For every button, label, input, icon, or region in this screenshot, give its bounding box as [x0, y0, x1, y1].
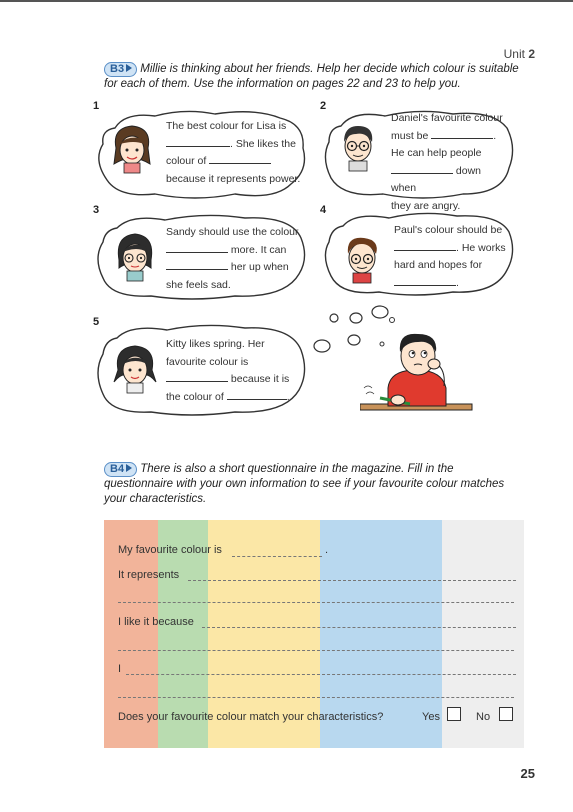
kitty-avatar [112, 342, 158, 399]
yes-label: Yes [422, 711, 440, 723]
item-1-text: The best colour for Lisa is . She likes the colour of because it represents power. [166, 120, 301, 185]
b4-instruction-line3: your characteristics. [104, 493, 207, 505]
item-2-blank-b[interactable] [391, 163, 453, 174]
q4-answer-line[interactable] [126, 674, 516, 675]
q2-answer-line-2[interactable] [118, 602, 514, 603]
item-4-number: 4 [320, 204, 327, 216]
q1-answer-line[interactable] [232, 556, 322, 557]
page-number: 25 [520, 766, 535, 781]
yes-checkbox[interactable] [447, 707, 461, 721]
item-1-blank-a[interactable] [166, 136, 230, 147]
item-5-blank-b[interactable] [227, 389, 287, 400]
b4-tag: B4 [104, 462, 137, 477]
item-1-blank-b[interactable] [209, 153, 271, 164]
b3-tag: B3 [104, 62, 137, 77]
item-5-number: 5 [93, 316, 100, 328]
no-label: No [476, 711, 491, 723]
no-checkbox[interactable] [499, 707, 513, 721]
item-3-number: 3 [93, 204, 100, 216]
thinking-boy-illustration [360, 328, 480, 423]
b3-instruction: B3 Millie is thinking about her friends. Help her decide which colour is suitable [104, 62, 519, 77]
item-2-blank-a[interactable] [431, 128, 493, 139]
item-3-blank-a[interactable] [166, 242, 228, 253]
q-match: Does your favourite colour match your characteristics? [118, 711, 384, 723]
b4-instruction-line2: questionnaire with your own information to see if your favourite colour matches [104, 478, 505, 490]
q1-period: . [325, 544, 329, 556]
q-i: I [118, 663, 122, 675]
play-icon [126, 464, 132, 472]
q-like-because: I like it because [118, 616, 194, 628]
q3-answer-line[interactable] [202, 627, 516, 628]
b3-instruction-line2: for each of them. Use the information on pages 22 and 23 to help you. [104, 78, 461, 90]
play-icon [126, 64, 132, 72]
sandy-avatar [113, 230, 157, 287]
q3-answer-line-2[interactable] [118, 650, 514, 651]
q2-answer-line[interactable] [188, 580, 516, 581]
lisa-avatar [110, 122, 154, 179]
item-3-text: Sandy should use the colour more. It can her up when she feels sad. [166, 226, 299, 291]
paul-avatar [340, 232, 384, 289]
item-4-blank-b[interactable] [394, 275, 456, 286]
item-2-number: 2 [320, 100, 327, 112]
q-represents: It represents [118, 569, 180, 581]
b4-instruction: B4 There is also a short questionnaire in the magazine. Fill in the [104, 462, 454, 477]
item-3-blank-b[interactable] [166, 259, 228, 270]
q-favourite-colour: My favourite colour is [118, 544, 222, 556]
unit-label: Unit 2 [503, 47, 535, 61]
item-2-text: Daniel's favourite colour must be . He can help people down when they are angry. [391, 112, 503, 212]
item-5-blank-a[interactable] [166, 371, 228, 382]
item-4-blank-a[interactable] [394, 240, 456, 251]
q4-answer-line-2[interactable] [118, 697, 514, 698]
item-4-text: Paul's colour should be . He works hard and hopes for . [394, 224, 506, 289]
daniel-avatar [336, 120, 380, 177]
top-rule [0, 0, 573, 2]
item-1-number: 1 [93, 100, 100, 112]
item-5-text: Kitty likes spring. Her favourite colour is because it is the colour of . [166, 338, 290, 403]
